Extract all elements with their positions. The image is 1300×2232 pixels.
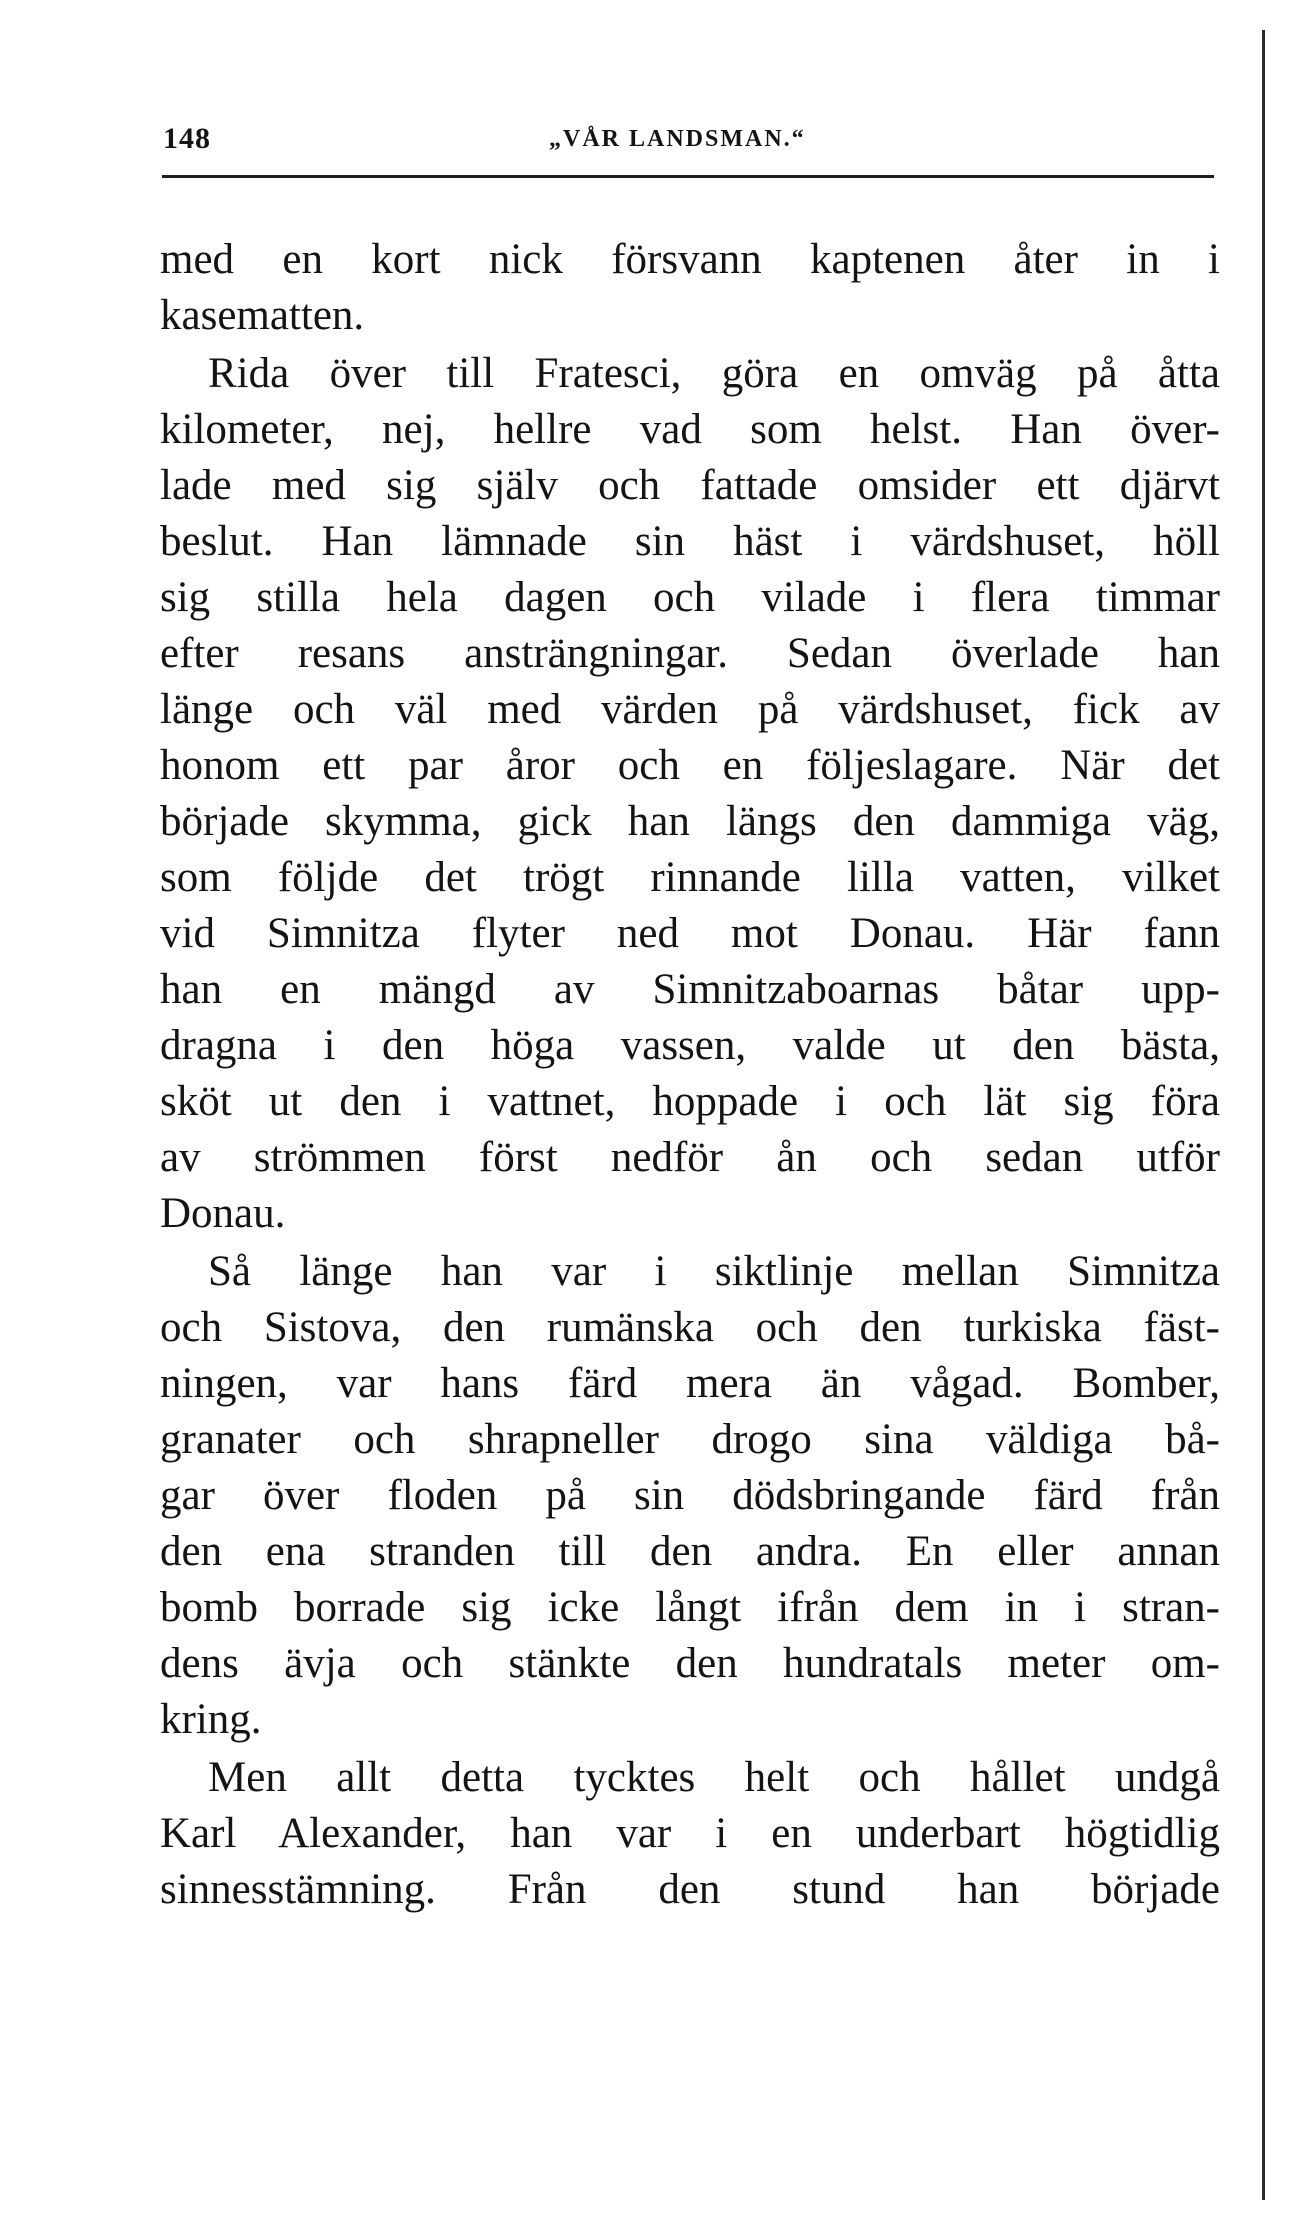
page-number: 148: [163, 122, 211, 155]
text-line: Karl Alexander, han var i en underbart högtidlig: [160, 1810, 1220, 1857]
text-line: Men allt detta tycktes helt och hållet undgå: [208, 1754, 1220, 1801]
text-line: sköt ut den i vattnet, hoppade i och lät sig föra: [160, 1078, 1220, 1125]
text-line: dens ävja och stänkte den hundratals meter om-: [160, 1640, 1220, 1687]
running-title: „VÅR LANDSMAN.“: [549, 126, 806, 152]
text-line: som följde det trögt rinnande lilla vatten, vilket: [160, 854, 1220, 901]
text-line: började skymma, gick han längs den dammiga väg,: [160, 798, 1220, 845]
paragraph: [160, 346, 1220, 1242]
text-line: och Sistova, den rumänska och den turkiska fäst-: [160, 1304, 1220, 1351]
text-line: av strömmen först nedför ån och sedan utför: [160, 1134, 1220, 1181]
text-line: kasematten.: [160, 292, 365, 339]
text-line: dragna i den höga vassen, valde ut den bästa,: [160, 1022, 1220, 1069]
text-line: Donau.: [160, 1190, 286, 1237]
text-line: vid Simnitza flyter ned mot Donau. Här fann: [160, 910, 1220, 957]
text-line: ningen, var hans färd mera än vågad. Bomber,: [160, 1360, 1220, 1407]
text-line: med en kort nick försvann kaptenen åter in i: [160, 236, 1220, 283]
paragraph: [160, 232, 1220, 344]
page-header: [163, 122, 1213, 168]
header-rule: [162, 175, 1214, 178]
text-body: [160, 232, 1220, 1918]
text-line: sinnesstämning. Från den stund han började: [160, 1866, 1220, 1913]
text-line: bomb borrade sig icke långt ifrån dem in i stran-: [160, 1584, 1220, 1631]
text-line: Rida över till Fratesci, göra en omväg på åtta: [208, 350, 1220, 397]
text-line: beslut. Han lämnade sin häst i värdshuset, höll: [160, 518, 1220, 565]
text-line: Så länge han var i siktlinje mellan Simnitza: [208, 1248, 1220, 1295]
text-line: efter resans ansträngningar. Sedan överlade han: [160, 630, 1220, 677]
page-edge-rule: [1262, 30, 1265, 2200]
text-line: han en mängd av Simnitzaboarnas båtar upp-: [160, 966, 1220, 1013]
paragraph: [160, 1750, 1220, 1918]
text-line: honom ett par åror och en följeslagare. När det: [160, 742, 1220, 789]
text-line: kilometer, nej, hellre vad som helst. Han över-: [160, 406, 1220, 453]
text-line: kring.: [160, 1696, 262, 1743]
text-line: den ena stranden till den andra. En eller annan: [160, 1528, 1220, 1575]
text-line: länge och väl med värden på värdshuset, fick av: [160, 686, 1220, 733]
text-line: gar över floden på sin dödsbringande färd från: [160, 1472, 1220, 1519]
text-line: sig stilla hela dagen och vilade i flera timmar: [160, 574, 1220, 621]
text-line: lade med sig själv och fattade omsider ett djärvt: [160, 462, 1220, 509]
paragraph: [160, 1244, 1220, 1748]
text-line: granater och shrapneller drogo sina väldiga bå-: [160, 1416, 1220, 1463]
